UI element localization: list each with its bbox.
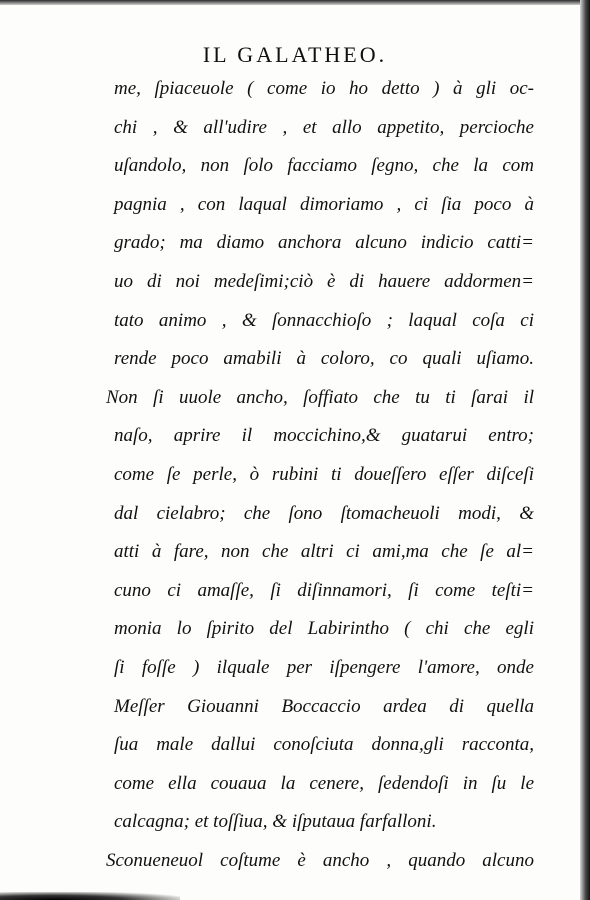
text-line: pagnia , con laqual dimoriamo , ci ſia poco à	[114, 193, 534, 215]
text-line: rende poco amabili à coloro, co quali uſiamo.	[114, 348, 534, 370]
body-text	[106, 70, 534, 880]
text-line: uſandolo, non ſolo facciamo ſegno, che la com	[114, 155, 534, 177]
text-line: ſua male dallui conoſciuta donna,gli racconta,	[114, 734, 534, 756]
text-line: chi , & all'udire , et allo appetito, percioche	[114, 116, 534, 138]
text-line: monia lo ſpirito del Labirintho ( chi che egli	[114, 618, 534, 640]
text-line: Sconueneuol coſtume è ancho , quando alcuno	[106, 849, 534, 871]
page-top-edge	[0, 0, 590, 5]
text-line: cuno ci amaſſe, ſi diſinnamori, ſi come teſti=	[114, 579, 534, 601]
page-right-edge	[580, 0, 590, 900]
text-line: come ella couaua la cenere, ſedendoſi in ſu le	[114, 772, 534, 794]
text-line: atti à fare, non che altri ci ami,ma che ſe al=	[114, 541, 534, 563]
text-line: uo di noi medeſimi;ciò è di hauere addormen=	[114, 270, 534, 292]
text-line: naſo, aprire il moccichino,& guatarui entro;	[114, 425, 534, 447]
page-bottom-shadow	[0, 892, 180, 900]
text-line: come ſe perle, ò rubini ti doueſſero eſſer diſceſi	[114, 463, 534, 485]
text-line: dal cielabro; che ſono ſtomacheuoli modi, &	[114, 502, 534, 524]
text-line: calcagna; et toſſiua, & iſputaua farfalloni.	[114, 811, 437, 833]
text-line: tato animo , & ſonnacchioſo ; laqual coſa ci	[114, 309, 534, 331]
text-line: me, ſpiaceuole ( come io ho detto ) à gli oc-	[114, 78, 534, 99]
text-line: Non ſi uuole ancho, ſoffiato che tu ti ſarai il	[106, 386, 534, 408]
running-title: IL GALATHEO.	[202, 42, 388, 67]
text-line: ſi foſſe ) ilquale per iſpengere l'amore, onde	[114, 656, 534, 678]
text-line: Meſſer Giouanni Boccaccio ardea di quella	[114, 695, 534, 717]
text-line: grado; ma diamo anchora alcuno indicio catti=	[114, 232, 534, 254]
